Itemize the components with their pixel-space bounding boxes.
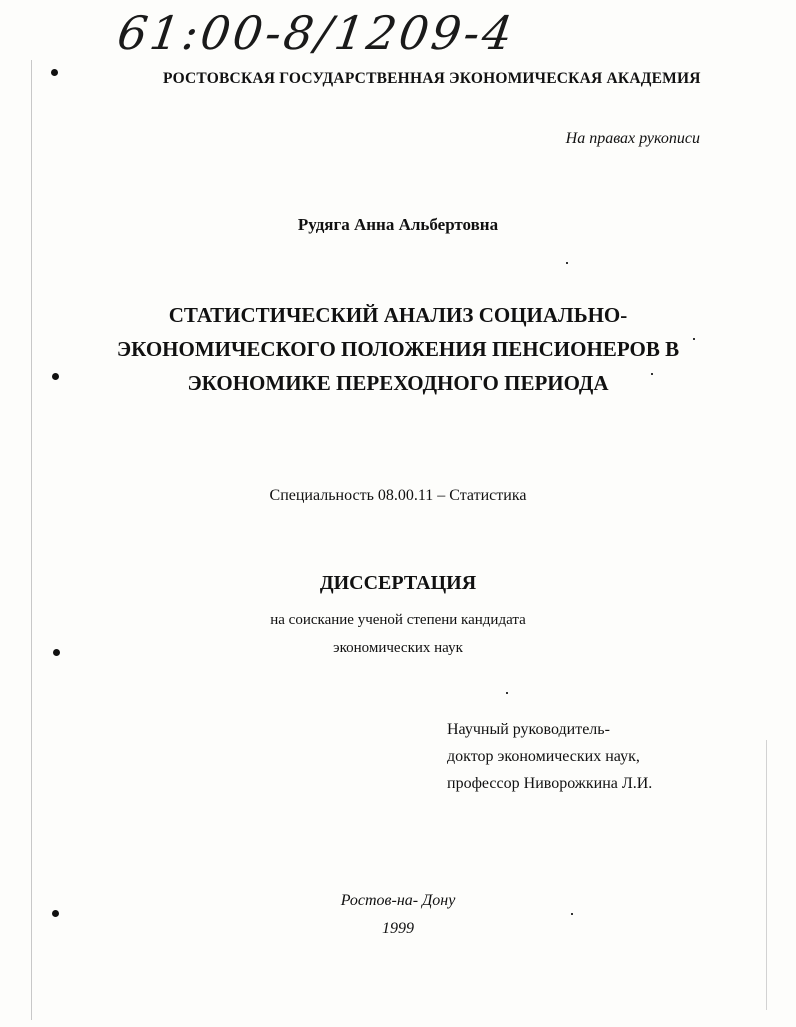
scan-edge-right (766, 740, 767, 1010)
binder-hole-mark (51, 69, 58, 76)
title-line: ЭКОНОМИКЕ ПЕРЕХОДНОГО ПЕРИОДА (187, 371, 609, 395)
year: 1999 (382, 920, 414, 937)
dissertation-title (0, 298, 796, 400)
supervisor-line: профессор Ниворожкина Л.И. (447, 775, 653, 792)
handwritten-registry-number: 61:00-8/1209-4 (114, 6, 519, 60)
city: Ростов-на- Дону (340, 892, 456, 909)
specialty-line: Специальность 08.00.11 – Статистика (269, 487, 527, 504)
subtitle-line: экономических наук (333, 640, 463, 656)
title-line: ЭКОНОМИЧЕСКОГО ПОЛОЖЕНИЯ ПЕНСИОНЕРОВ В (116, 337, 680, 361)
supervisor-block (447, 716, 652, 797)
subtitle-line: на соискание ученой степени кандидата (270, 612, 526, 628)
supervisor-line: Научный руководитель- (447, 721, 610, 738)
binder-hole-mark (52, 910, 59, 917)
scan-speck (571, 913, 573, 915)
title-line: СТАТИСТИЧЕСКИЙ АНАЛИЗ СОЦИАЛЬНО- (168, 303, 628, 327)
dissertation-subtitle (0, 606, 796, 662)
institution-name: РОСТОВСКАЯ ГОСУДАРСТВЕННАЯ ЭКОНОМИЧЕСКАЯ АКАДЕМИЯ (163, 70, 701, 87)
author-name: Рудяга Анна Альбертовна (297, 215, 499, 234)
scan-speck (566, 262, 568, 264)
scan-speck (506, 692, 508, 694)
scan-edge-left (31, 60, 32, 1020)
supervisor-line: доктор экономических наук, (447, 748, 640, 765)
dissertation-heading: ДИССЕРТАЦИЯ (319, 572, 477, 594)
rights-note: На правах рукописи (565, 130, 700, 147)
